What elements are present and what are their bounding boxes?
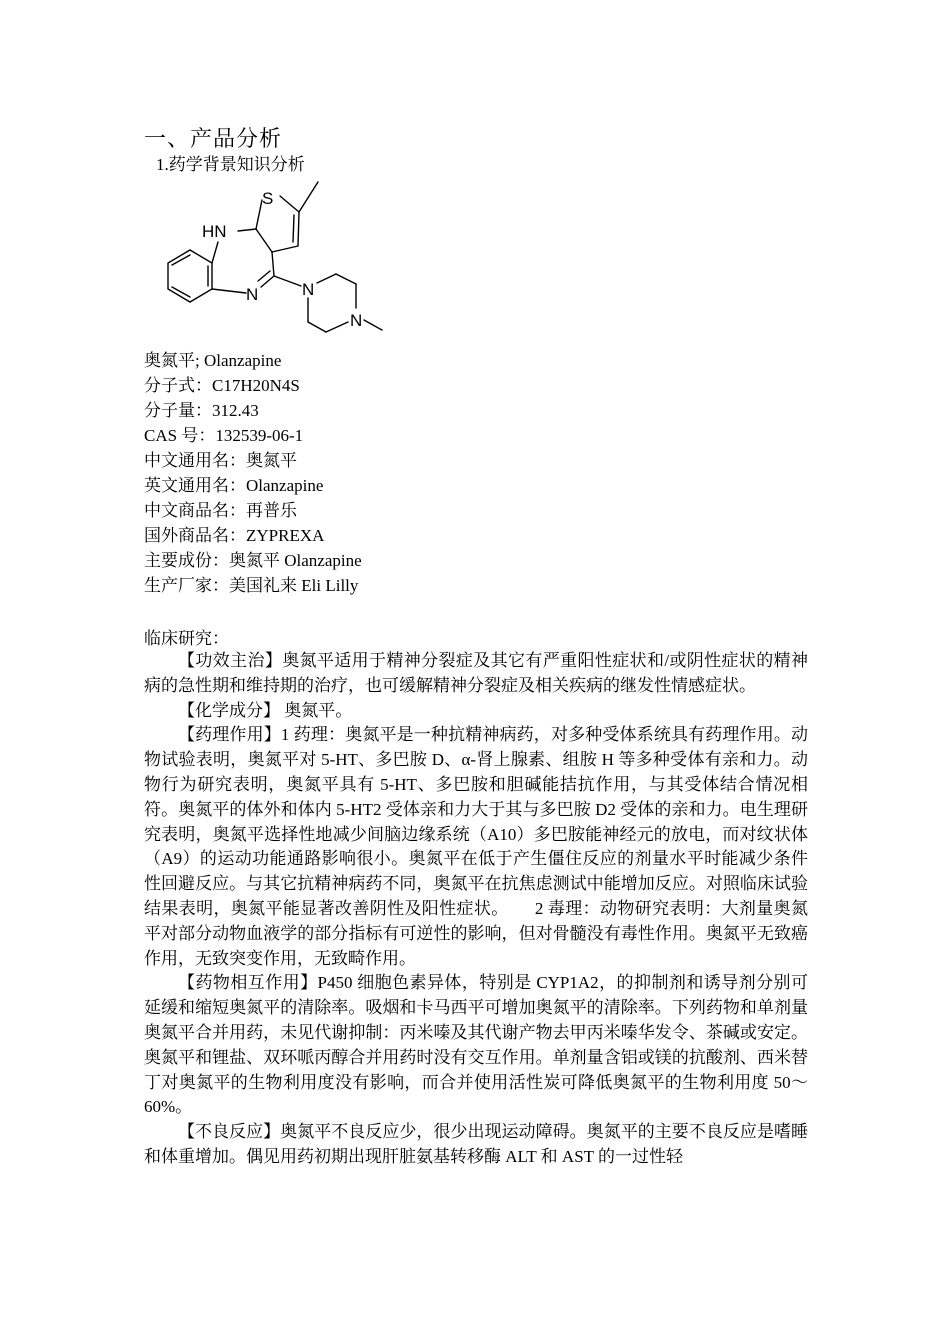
info-cas: CAS 号：132539-06-1 — [144, 426, 304, 445]
benzene-ring — [168, 250, 212, 302]
info-foreign-brand: 国外商品名：ZYPREXA — [144, 526, 325, 545]
info-ingredient: 主要成份：奥氮平 Olanzapine — [144, 551, 362, 570]
info-manufacturer: 生产厂家：美国礼来 Eli Lilly — [144, 576, 359, 595]
nh-label: HN — [202, 222, 227, 241]
info-weight: 分子量：312.43 — [144, 401, 259, 420]
paragraph-adverse: 【不良反应】奥氮平不良反应少，很少出现运动障碍。奥氮平的主要不良反应是嗜睡和体重增加。偶见用药初期出现肝脏氨基转移酶 ALT 和 AST 的一过性轻 — [144, 1122, 808, 1166]
piperazine-n1-label: N — [302, 280, 315, 299]
paragraph-composition: 【化学成分】 奥氮平。 — [178, 700, 353, 720]
olanzapine-structure — [158, 172, 398, 340]
paragraph-pharmacology: 【药理作用】1 药理：奥氮平是一种抗精神病药，对多种受体系统具有药理作用。动物试验表明，奥氮平对 5-HT、多巴胺 D、α-肾上腺素、组胺 H 等多种受体有亲和力。动物行为研究表明，奥氮平具有 5-HT、多巴胺和胆碱能拮抗作用，与其受体结合情况相符。奥氮平的体外和体内 5-HT2 受体亲和力大于其与多巴胺 D2 受体的亲和力。电生理研究表明，奥氮平选择性地减少间脑边缘系统（A10）多巴胺能神经元的放电，而对纹状体（A9）的运动功能通路影响很小。奥氮平在低于产生僵住反应的剂量水平时能减少条件性回避反应。与其它抗精神病药不同，奥氮平在抗焦虑测试中能增加反应。对照临床试验结果表明，奥氮平能显著改善阴性及阳性症状。 2 毒理：动物研究表明：大剂量奥氮平对部分动物血液学的部分指标有可逆性的影响，但对骨髓没有毒性作用。奥氮平无致癌作用，无致突变作用，无致畸作用。 — [144, 725, 808, 968]
section-heading: 一、产品分析 — [144, 126, 283, 151]
nitrogen-label: N — [246, 285, 259, 304]
info-name: 奥氮平; Olanzapine — [144, 351, 282, 370]
clinical-body — [144, 649, 808, 1170]
info-en-generic: 英文通用名：Olanzapine — [144, 476, 324, 495]
info-cn-generic: 中文通用名：奥氮平 — [144, 451, 297, 470]
drug-info-list — [144, 348, 362, 598]
info-cn-brand: 中文商品名：再普乐 — [144, 501, 297, 520]
sulfur-label: S — [262, 189, 274, 208]
paragraph-interactions: 【药物相互作用】P450 细胞色素异体，特别是 CYP1A2，的抑制剂和诱导剂分别可延缓和缩短奥氮平的清除率。吸烟和卡马西平可增加奥氮平的清除率。下列药物和单剂量奥氮平合并用药，未见代谢抑制：丙米嗪及其代谢产物去甲丙米嗪华发令、茶碱或安定。奥氮平和锂盐、双环哌丙醇合并用药时没有交互作用。单剂量含铝或镁的抗酸剂、西米替丁对奥氮平的生物利用度没有影响，而合并使用活性炭可降低奥氮平的生物利用度 50～60%。 — [144, 973, 808, 1117]
piperazine-n2-label: N — [350, 311, 363, 330]
info-formula: 分子式：C17H20N4S — [144, 376, 300, 395]
subsection-heading: 1.药学背景知识分析 — [156, 155, 305, 174]
clinical-title: 临床研究： — [144, 629, 229, 648]
paragraph-indications: 【功效主治】奥氮平适用于精神分裂症及其它有严重阳性症状和/或阴性症状的精神病的急性期和维持期的治疗，也可缓解精神分裂症及相关疾病的继发性情感症状。 — [144, 651, 808, 695]
